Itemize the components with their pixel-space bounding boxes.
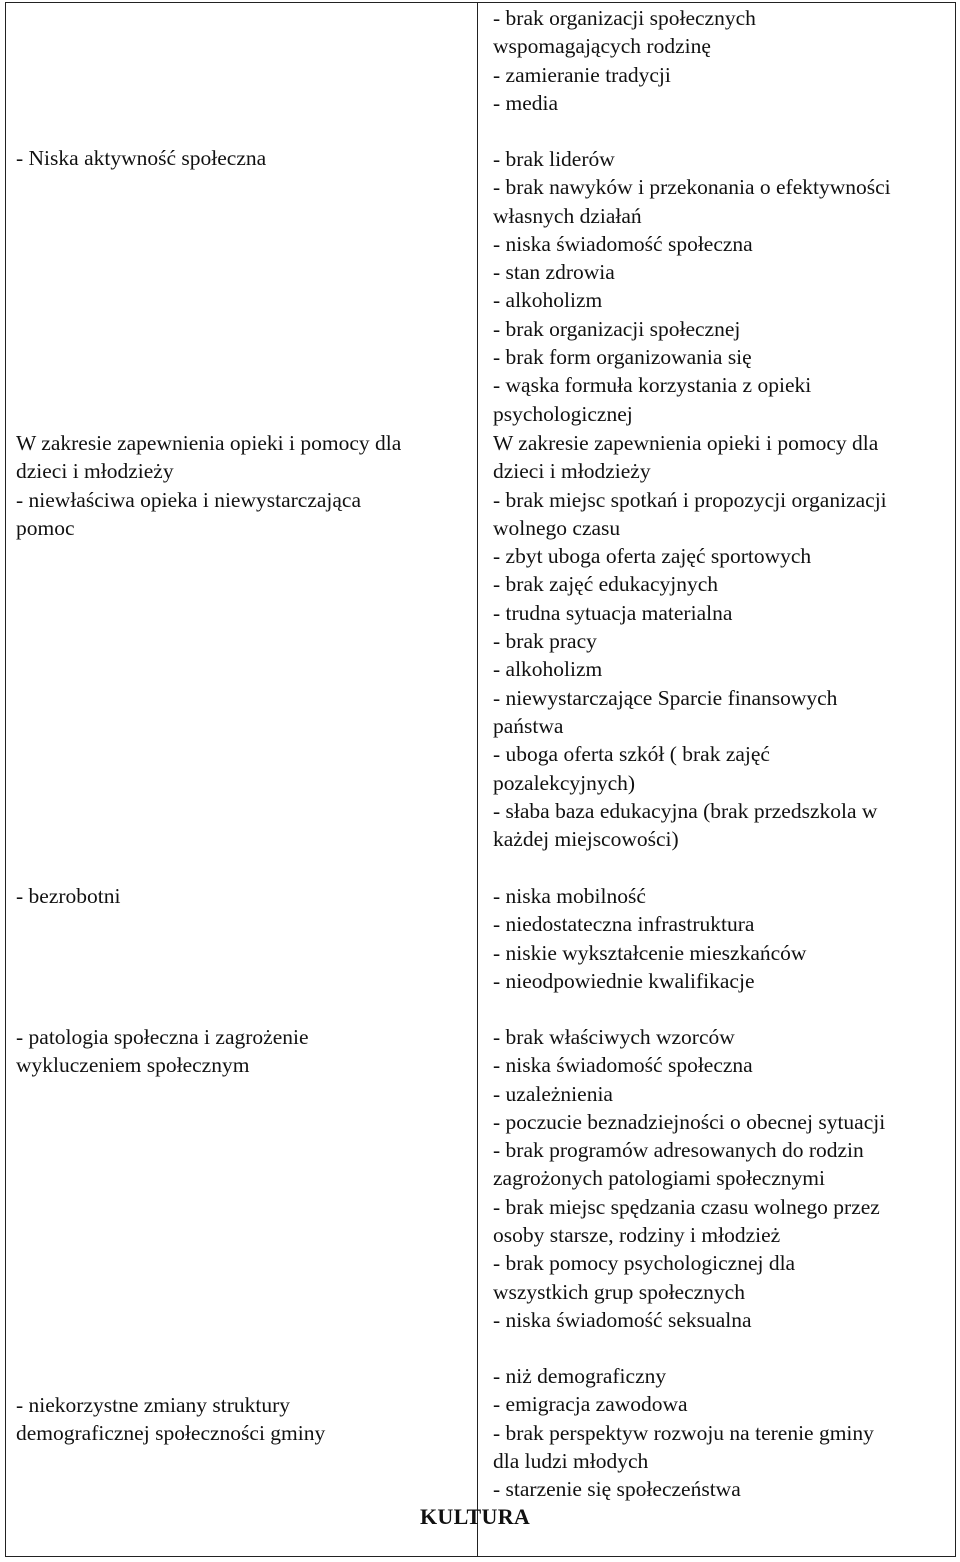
left-problem-demography [16,1391,471,1448]
text-line: - brak pomocy psychologicznej dla [493,1251,796,1276]
text-line: - emigracja zawodowa [493,1392,688,1417]
right-causes-family-support [493,4,953,117]
text-line: osoby starsze, rodziny i młodzież [493,1223,781,1248]
text-line: zagrożonych patologiami społecznymi [493,1166,825,1191]
text-line: pomoc [16,515,75,540]
text-line: - uboga oferta szkół ( brak zajęć [493,742,770,767]
text-line: - Niska aktywność społeczna [16,146,267,170]
text-line: - brak organizacji społecznej [493,316,741,341]
text-line: wykluczeniem społecznym [16,1053,250,1078]
text-line: wszystkich grup społecznych [493,1279,745,1304]
text-line: - niska świadomość społeczna [493,231,753,256]
text-line: - niewłaściwa opieka i niewystarczająca [16,487,362,512]
text-line: dla ludzi młodych [493,1448,649,1473]
text-line: - alkoholizm [493,288,603,313]
left-problem-low-activity [16,144,471,172]
text-line: - niedostateczna infrastruktura [493,912,755,937]
text-line: - poczucie beznadziejności o obecnej sytuacji [493,1109,886,1134]
left-problem-unemployed [16,882,471,910]
text-line: - niekorzystne zmiany struktury [16,1393,291,1417]
text-line: - brak organizacji społecznych [493,6,756,30]
text-line: - brak liderów [493,147,615,171]
text-line: - starzenie się społeczeństwa [493,1477,741,1502]
text-line: - brak perspektyw rozwoju na terenie gminy [493,1420,874,1445]
text-line: demograficznej społeczności gminy [16,1421,326,1446]
text-line: - uzależnienia [493,1081,613,1106]
text-line: - nieodpowiednie kwalifikacje [493,968,755,993]
text-line: - media [493,90,559,115]
text-line: psychologicznej [493,401,633,426]
right-causes-demography [493,1362,953,1503]
text-line: - niż demograficzny [493,1364,667,1388]
text-line: W zakresie zapewnienia opieki i pomocy dla [493,431,879,455]
right-causes-pathology [493,1023,953,1334]
text-line: - alkoholizm [493,657,603,682]
text-line: dzieci i młodzieży [493,459,651,484]
text-line: - brak miejsc spotkań i propozycji organizacji [493,487,887,512]
left-problem-pathology [16,1023,471,1080]
text-line: - brak programów adresowanych do rodzin [493,1138,864,1163]
column-divider [477,2,478,1557]
text-line: - brak miejsc spędzania czasu wolnego przez [493,1194,880,1219]
right-causes-unemployed [493,882,953,995]
text-line: - niska mobilność [493,884,646,908]
text-line: - brak pracy [493,629,597,654]
right-causes-child-care [493,429,953,853]
text-line: - niewystarczające Sparcie finansowych [493,685,838,710]
text-line: - niska świadomość społeczna [493,1053,753,1078]
text-line: dzieci i młodzieży [16,459,174,484]
text-line: państwa [493,713,564,738]
text-line: - wąska formuła korzystania z opieki [493,373,812,398]
text-line: - patologia społeczna i zagrożenie [16,1025,309,1049]
text-line: każdej miejscowości) [493,827,679,852]
text-line: - brak zajęć edukacyjnych [493,572,719,597]
text-line: - bezrobotni [16,884,121,908]
text-line: - stan zdrowia [493,260,615,285]
right-causes-low-activity [493,145,953,428]
text-line: - słaba baza edukacyjna (brak przedszkola w [493,798,878,823]
text-line: własnych działań [493,203,642,228]
text-line: wolnego czasu [493,515,621,540]
text-line: - niskie wykształcenie mieszkańców [493,940,807,965]
text-line: - trudna sytuacja materialna [493,600,733,625]
text-line: - brak form organizowania się [493,345,752,370]
text-line: - brak nawyków i przekonania o efektywności [493,175,891,200]
section-title-kultura: KULTURA [420,1504,531,1529]
text-line: - niska świadomość seksualna [493,1307,752,1332]
text-line: wspomagających rodzinę [493,34,711,59]
text-line: - zamieranie tradycji [493,62,671,87]
text-line: - brak właściwych wzorców [493,1025,735,1049]
left-problem-child-care [16,429,471,542]
text-line: W zakresie zapewnienia opieki i pomocy dla [16,431,402,455]
text-line: - zbyt uboga oferta zajęć sportowych [493,544,812,569]
text-line: pozalekcyjnych) [493,770,636,795]
